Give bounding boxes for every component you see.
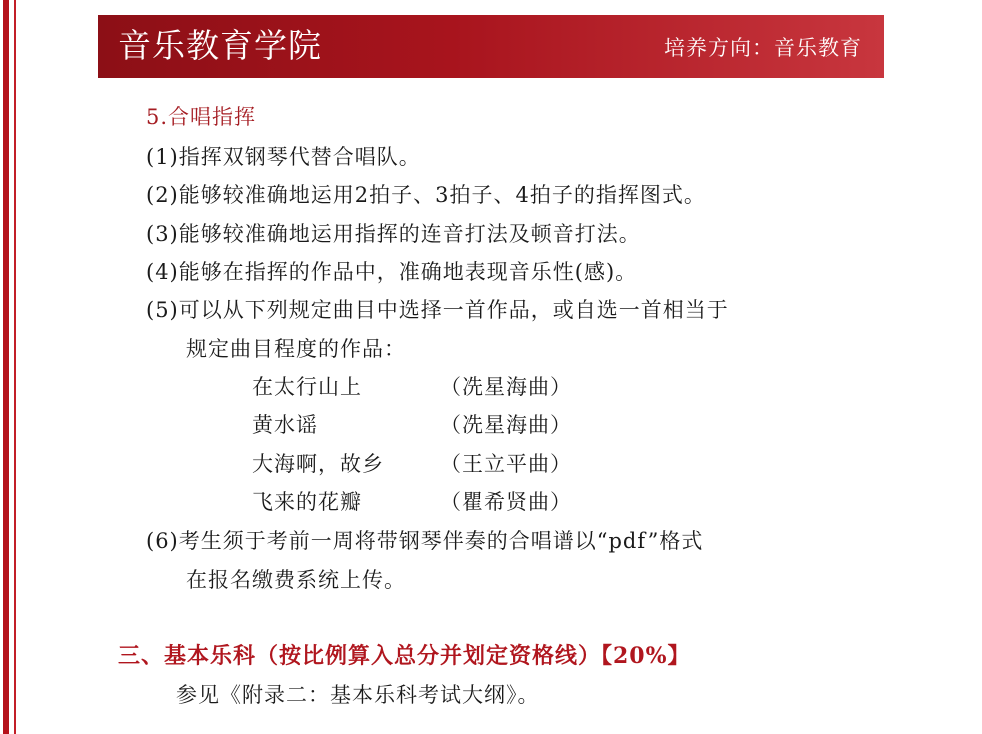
- section-3-reference: 参见《附录二：基本乐科考试大纲》。: [176, 683, 540, 707]
- section-5-title: 5.合唱指挥: [146, 105, 257, 129]
- song-composer: （瞿希贤曲）: [440, 490, 572, 514]
- item-5: (5)可以从下列规定曲目中选择一首作品，或自选一首相当于: [146, 298, 729, 322]
- song-composer: （冼星海曲）: [440, 375, 572, 399]
- item-2: (2)能够较准确地运用2拍子、3拍子、4拍子的指挥图式。: [146, 183, 706, 207]
- item-3: (3)能够较准确地运用指挥的连音打法及顿音打法。: [146, 222, 641, 246]
- section-3-title: 三、基本乐科（按比例算入总分并划定资格线）【20%】: [118, 643, 691, 669]
- item-5-continuation: 规定曲目程度的作品：: [186, 337, 406, 361]
- header-direction: 培养方向：音乐教育: [664, 36, 862, 60]
- song-composer: （冼星海曲）: [440, 413, 572, 437]
- song-name: 大海啊，故乡: [252, 452, 384, 476]
- song-composer: （王立平曲）: [440, 452, 572, 476]
- header-title: 音乐教育学院: [118, 26, 322, 65]
- item-1: (1)指挥双钢琴代替合唱队。: [146, 145, 421, 169]
- item-6-continuation: 在报名缴费系统上传。: [186, 568, 406, 592]
- song-name: 黄水谣: [252, 413, 318, 437]
- song-name: 飞来的花瓣: [252, 490, 362, 514]
- item-6: (6)考生须于考前一周将带钢琴伴奏的合唱谱以“pdf”格式: [146, 529, 704, 553]
- item-4: (4)能够在指挥的作品中，准确地表现音乐性(感)。: [146, 260, 638, 284]
- song-name: 在太行山上: [252, 375, 362, 399]
